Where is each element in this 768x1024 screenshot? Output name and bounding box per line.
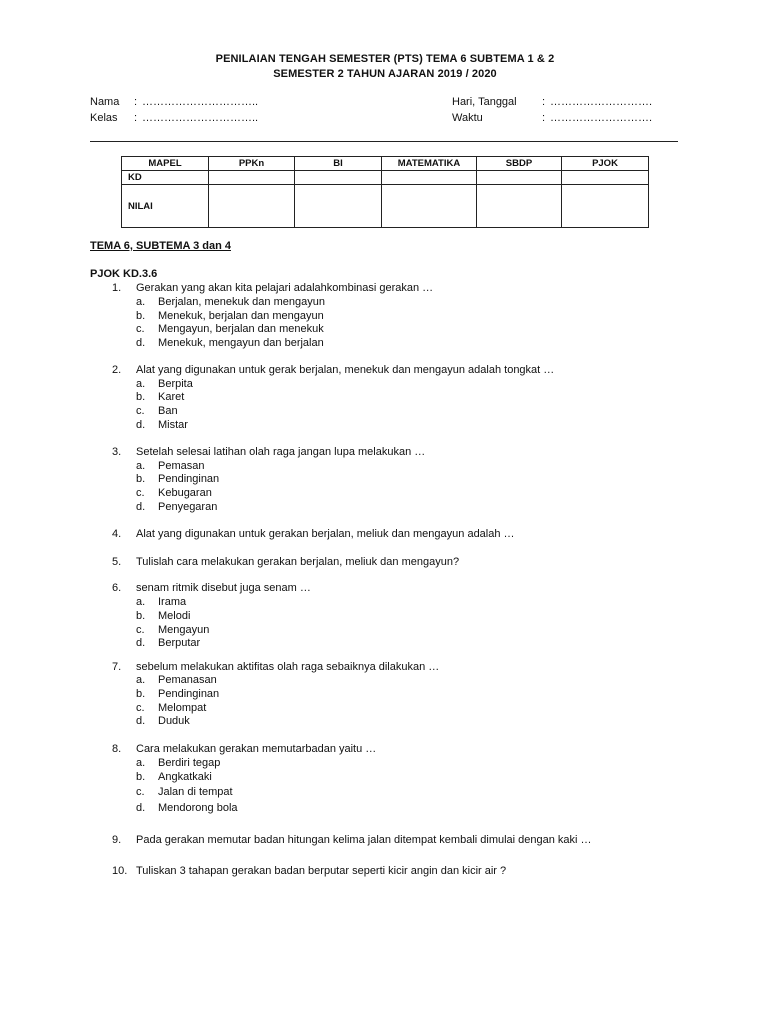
option-letter: c. [136, 624, 145, 636]
question-8 [112, 743, 376, 755]
question-2-option-c [136, 405, 178, 417]
option-text: Pemanasan [158, 674, 217, 686]
option-text: Pendinginan [158, 688, 220, 700]
header-mapel: MAPEL [122, 157, 209, 171]
option-text: Mengayun [158, 624, 210, 636]
question-text: Alat yang digunakan untuk gerakan berjalan, meliuk dan mengayun adalah … [136, 528, 515, 540]
option-letter: c. [136, 702, 145, 714]
question-7-option-c [136, 702, 206, 714]
question-8-option-a [136, 757, 220, 769]
nama-blank: ………………………….. [142, 96, 259, 108]
header-divider [90, 141, 678, 142]
kelas-blank: ………………………….. [142, 112, 259, 124]
question-text: Setelah selesai latihan olah raga jangan lupa melakukan … [136, 446, 426, 458]
grade-table-kd-row [122, 171, 649, 185]
question-6-option-b [136, 610, 190, 622]
nama-field [90, 96, 258, 108]
option-letter: b. [136, 771, 146, 783]
question-4 [112, 528, 515, 540]
option-text: Mistar [158, 419, 188, 431]
question-number: 10. [112, 865, 128, 877]
question-number: 5. [112, 556, 122, 568]
option-letter: c. [136, 323, 145, 335]
question-2-option-a [136, 378, 193, 390]
header-sbdp: SBDP [477, 157, 562, 171]
grade-table-nilai-row [122, 185, 649, 228]
option-letter: c. [136, 786, 145, 798]
question-2 [112, 364, 554, 376]
question-6-option-c [136, 624, 209, 636]
question-text: Cara melakukan gerakan memutarbadan yaitu … [136, 743, 377, 755]
option-letter: b. [136, 310, 146, 322]
question-number: 1. [112, 282, 122, 294]
question-1-option-a [136, 296, 325, 308]
question-1-option-c [136, 323, 324, 335]
nilai-cell-matematika [382, 185, 477, 228]
header-matematika: MATEMATIKA [382, 157, 477, 171]
nilai-cell-pjok [562, 185, 649, 228]
question-number: 3. [112, 446, 122, 458]
question-8-option-d [136, 802, 238, 814]
option-text: Jalan di tempat [158, 786, 233, 798]
question-10 [112, 865, 506, 877]
option-letter: a. [136, 596, 146, 608]
question-2-option-b [136, 391, 184, 403]
option-letter: a. [136, 757, 146, 769]
option-text: Mengayun, berjalan dan menekuk [158, 323, 324, 335]
hari-tanggal-label: Hari, Tanggal [452, 96, 517, 108]
row-label-kd: KD [122, 171, 209, 185]
kd-cell-pjok [562, 171, 649, 185]
question-text: Tuliskan 3 tahapan gerakan badan berputar seperti kicir angin dan kicir air ? [136, 865, 507, 877]
question-number: 7. [112, 661, 122, 673]
option-letter: b. [136, 688, 146, 700]
option-letter: a. [136, 296, 146, 308]
option-text: Kebugaran [158, 487, 212, 499]
question-text: senam ritmik disebut juga senam … [136, 582, 311, 594]
option-letter: a. [136, 460, 146, 472]
kd-cell-sbdp [477, 171, 562, 185]
option-text: Pemasan [158, 460, 205, 472]
nama-label: Nama [90, 96, 120, 108]
option-text: Mendorong bola [158, 802, 238, 814]
option-letter: c. [136, 487, 145, 499]
option-letter: b. [136, 391, 146, 403]
row-label-nilai: NILAI [122, 185, 209, 228]
kd-cell-matematika [382, 171, 477, 185]
option-text: Duduk [158, 715, 190, 727]
question-number: 6. [112, 582, 122, 594]
question-7-option-a [136, 674, 217, 686]
waktu-blank: ………………………. [550, 112, 653, 124]
nilai-cell-ppkn [209, 185, 295, 228]
document-title-line2: SEMESTER 2 TAHUN AJARAN 2019 / 2020 [273, 68, 497, 80]
header-ppkn: PPKn [209, 157, 295, 171]
question-5 [112, 556, 459, 568]
question-1-option-d [136, 337, 324, 349]
header-bi: BI [295, 157, 382, 171]
option-text: Melodi [158, 610, 191, 622]
question-number: 9. [112, 834, 122, 846]
waktu-colon: : [542, 112, 546, 124]
question-7-option-b [136, 688, 219, 700]
question-3 [112, 446, 425, 458]
option-text: Angkatkaki [158, 771, 212, 783]
option-letter: a. [136, 674, 146, 686]
nilai-cell-sbdp [477, 185, 562, 228]
option-text: Berdiri tegap [158, 757, 221, 769]
question-text: sebelum melakukan aktifitas olah raga sebaiknya dilakukan … [136, 661, 440, 673]
option-text: Menekuk, berjalan dan mengayun [158, 310, 324, 322]
option-letter: d. [136, 419, 146, 431]
question-6-option-d [136, 637, 200, 649]
grade-table-header-row [122, 157, 649, 171]
option-text: Penyegaran [158, 501, 218, 513]
option-text: Ban [158, 405, 178, 417]
option-text: Berpita [158, 378, 193, 390]
option-letter: d. [136, 337, 146, 349]
waktu-field [452, 112, 652, 124]
option-letter: d. [136, 637, 146, 649]
option-text: Berputar [158, 637, 201, 649]
question-text: Tulislah cara melakukan gerakan berjalan, meliuk dan mengayun? [136, 556, 460, 568]
question-3-option-d [136, 501, 217, 513]
option-text: Karet [158, 391, 185, 403]
option-letter: d. [136, 802, 146, 814]
waktu-label: Waktu [452, 112, 483, 124]
option-letter: c. [136, 405, 145, 417]
question-7-option-d [136, 715, 190, 727]
question-3-option-a [136, 460, 204, 472]
option-text: Berjalan, menekuk dan mengayun [158, 296, 325, 308]
hari-tanggal-blank: ………………………. [550, 96, 653, 108]
question-3-option-b [136, 473, 219, 485]
option-letter: d. [136, 715, 146, 727]
option-letter: b. [136, 473, 146, 485]
kelas-field [90, 112, 258, 124]
option-text: Menekuk, mengayun dan berjalan [158, 337, 324, 349]
option-letter: a. [136, 378, 146, 390]
question-text: Alat yang digunakan untuk gerak berjalan, menekuk dan mengayun adalah tongkat … [136, 364, 555, 376]
question-3-option-c [136, 487, 212, 499]
document-title-line1: PENILAIAN TENGAH SEMESTER (PTS) TEMA 6 SUBTEMA 1 & 2 [215, 53, 555, 65]
question-6-option-a [136, 596, 186, 608]
subject-title: PJOK KD.3.6 [90, 268, 158, 280]
question-number: 2. [112, 364, 122, 376]
question-8-option-b [136, 771, 212, 783]
nilai-cell-bi [295, 185, 382, 228]
grade-table [121, 156, 649, 228]
question-8-option-c [136, 786, 233, 798]
question-2-option-d [136, 419, 188, 431]
hari-tanggal-field [452, 96, 652, 108]
nama-colon: : [134, 96, 138, 108]
question-9 [112, 834, 592, 846]
question-number: 4. [112, 528, 122, 540]
kd-cell-ppkn [209, 171, 295, 185]
option-text: Irama [158, 596, 187, 608]
kd-cell-bi [295, 171, 382, 185]
hari-tanggal-colon: : [542, 96, 546, 108]
question-1-option-b [136, 310, 324, 322]
section-title: TEMA 6, SUBTEMA 3 dan 4 [90, 240, 231, 252]
option-letter: d. [136, 501, 146, 513]
question-7 [112, 661, 439, 673]
question-text: Gerakan yang akan kita pelajari adalahkombinasi gerakan … [136, 282, 434, 294]
option-text: Pendinginan [158, 473, 220, 485]
question-1 [112, 282, 433, 294]
kelas-label: Kelas [90, 112, 118, 124]
question-text: Pada gerakan memutar badan hitungan kelima jalan ditempat kembali dimulai dengan kaki … [136, 834, 592, 846]
kelas-colon: : [134, 112, 138, 124]
header-pjok: PJOK [562, 157, 649, 171]
question-number: 8. [112, 743, 122, 755]
question-6 [112, 582, 311, 594]
option-text: Melompat [158, 702, 207, 714]
option-letter: b. [136, 610, 146, 622]
